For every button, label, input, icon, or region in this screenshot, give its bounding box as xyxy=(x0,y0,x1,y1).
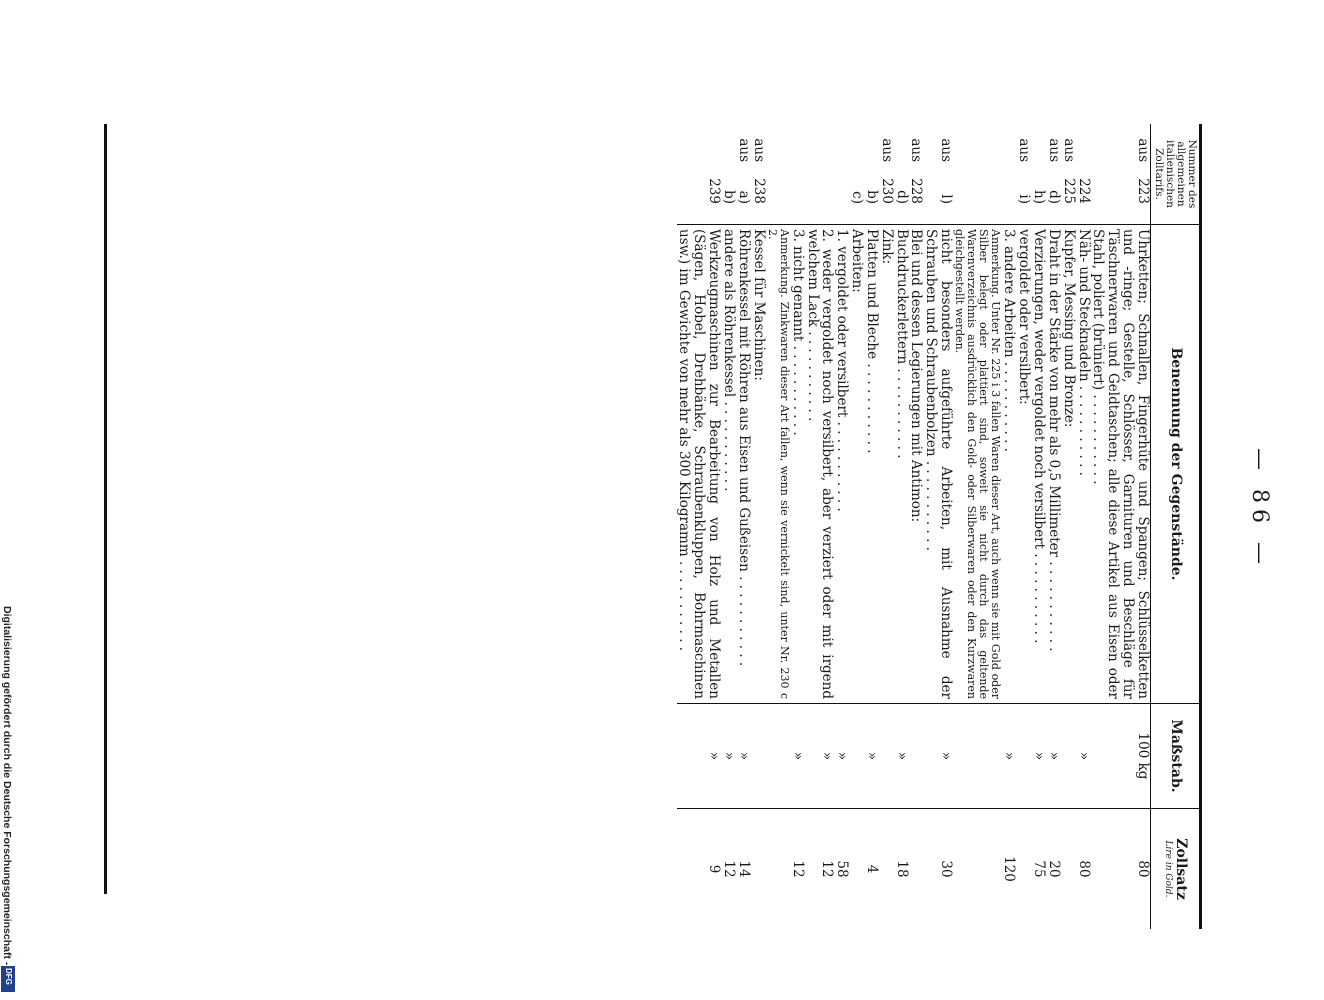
duty-cell: 12 xyxy=(789,860,806,878)
table-row xyxy=(1046,124,1061,929)
tariff-number-cell xyxy=(953,124,1001,225)
tariff-rows xyxy=(677,124,1151,929)
annotation-text: Anmerkung. Unter Nr. 225 i 3 fallen Waren dieser Art, auch wenn sie mit Gold oder Silber belegt oder plattiert sind, soweit sie nicht durch das geltende Warenverzeichnis ausdrücklich den Gold- oder Silberwaren oder den Kurzwaren gleichgestellt werden. xyxy=(953,225,1001,704)
table-row xyxy=(879,124,894,929)
table-row xyxy=(1091,124,1151,929)
unit-cell: » xyxy=(736,704,751,809)
header-duty-sub: Lire in Gold. xyxy=(1163,840,1174,898)
tariff-code: i) xyxy=(1016,194,1033,204)
tariff-code: h) xyxy=(1031,190,1048,204)
tariff-code: 238 xyxy=(750,178,767,204)
unit-cell: » xyxy=(1046,704,1061,809)
duty-cell: 20 xyxy=(1045,860,1062,878)
tariff-code: 228 xyxy=(908,178,925,204)
tariff-code: 239 xyxy=(706,178,723,204)
tariff-table xyxy=(677,124,1202,929)
item-description: Werkzeugmaschinen zur Bearbeitung von Holz und Metallen (Sägen, Hobel, Drehbänke, Schraubenkluppen, Bohrmaschinen usw.) im Gewichte von mehr als 300 Kilogramm . . . xyxy=(677,225,722,704)
duty-cell xyxy=(1016,809,1031,930)
tariff-prefix: aus xyxy=(735,138,752,162)
tariff-number-cell xyxy=(805,124,835,225)
item-description: Näh- und Stecknadeln . . . xyxy=(1076,225,1091,704)
header-description: Benennung der Gegenstände. xyxy=(1150,225,1200,704)
tariff-number-cell xyxy=(894,124,909,225)
table-row xyxy=(1002,124,1017,929)
tariff-prefix: aus xyxy=(1016,138,1033,162)
item-description: Uhrketten; Schnallen, Fingerhüte und Spangen; Schlüsselketten und -ringe; Gestelle, Schlösser, Garnituren und Beschläge für Täschnerwaren und Geldtaschen; alle diese Artikel aus Eisen oder Stahl, poliert (brüniert) . . . xyxy=(1091,225,1151,704)
digitization-notice-text: Digitalisierung gefördert durch die Deutsche Forschungsgemeinschaft - xyxy=(1,606,13,966)
tariff-prefix: aus xyxy=(1045,138,1062,162)
item-description: Kupfer, Messing und Bronze: xyxy=(1061,225,1076,704)
duty-cell xyxy=(766,809,790,930)
table-row xyxy=(1031,124,1046,929)
unit-cell: » xyxy=(1002,704,1017,809)
unit-cell: » xyxy=(894,704,909,809)
page-number: — 86 — xyxy=(1247,448,1272,570)
duty-cell xyxy=(879,809,894,930)
duty-cell: 30 xyxy=(938,860,955,878)
unit-cell: » xyxy=(1076,704,1091,809)
table-row xyxy=(1016,124,1031,929)
header-duty xyxy=(1150,809,1200,930)
rotated-tariff-page xyxy=(112,124,1272,900)
tariff-number-cell xyxy=(849,124,864,225)
tariff-code: 225 xyxy=(1060,178,1077,204)
unit-cell xyxy=(909,704,924,809)
tariff-code: 223 xyxy=(1134,178,1151,204)
dfg-logo xyxy=(1,966,15,992)
table-row xyxy=(677,124,722,929)
tariff-number-cell xyxy=(879,124,894,225)
tariff-number-cell xyxy=(790,124,805,225)
table-row xyxy=(721,124,736,929)
table-row xyxy=(834,124,849,929)
tariff-prefix: aus xyxy=(878,138,895,162)
tariff-prefix: aus xyxy=(1134,138,1151,162)
table-row xyxy=(909,124,924,929)
table-row xyxy=(805,124,835,929)
item-description: Verzierungen, weder vergoldet noch versilbert . . . xyxy=(1031,225,1046,704)
header-unit: Maßstab. xyxy=(1150,704,1200,809)
item-description: 3. nicht genannt . . . xyxy=(790,225,805,704)
duty-cell: 12 xyxy=(819,860,836,878)
duty-cell xyxy=(849,809,864,930)
tariff-prefix: aus xyxy=(1060,138,1077,162)
item-description: Draht in der Stärke von mehr als 0,5 Millimeter . . . xyxy=(1046,225,1061,704)
unit-cell: » xyxy=(805,704,835,809)
tariff-code: d) xyxy=(893,190,910,204)
duty-cell: 120 xyxy=(1001,856,1018,882)
item-description: 3. andere Arbeiten . . . xyxy=(1002,225,1017,704)
item-description: Buchdruckerlettern . . . xyxy=(894,225,909,704)
duty-cell: 14 xyxy=(735,860,752,878)
duty-cell xyxy=(1061,809,1076,930)
header-duty-label: Zollsatz xyxy=(1172,838,1189,900)
unit-cell xyxy=(879,704,894,809)
unit-cell: 100 kg xyxy=(1091,704,1151,809)
item-description: Arbeiten: xyxy=(849,225,864,704)
duty-cell: 80 xyxy=(1134,860,1151,878)
tariff-prefix: aus xyxy=(938,138,955,162)
tariff-number-cell xyxy=(1061,124,1076,225)
table-row xyxy=(953,124,1001,929)
tariff-code: l) xyxy=(938,194,955,204)
item-description: Röhrenkessel mit Röhren aus Eisen und Gußeisen . . . xyxy=(736,225,751,704)
tariff-number-cell xyxy=(1031,124,1046,225)
tariff-code: 230 xyxy=(878,178,895,204)
tariff-number-cell xyxy=(1046,124,1061,225)
item-description: andere als Röhrenkessel . . . xyxy=(721,225,736,704)
item-description: vergoldet oder versilbert: xyxy=(1016,225,1031,704)
unit-cell xyxy=(751,704,766,809)
table-header-row xyxy=(1150,124,1200,929)
digitization-notice xyxy=(0,606,16,986)
table-row xyxy=(790,124,805,929)
duty-cell xyxy=(751,809,766,930)
duty-cell: 58 xyxy=(834,860,851,878)
duty-cell: 18 xyxy=(893,860,910,878)
item-description: Zink: xyxy=(879,225,894,704)
tariff-number-cell xyxy=(923,124,953,225)
unit-cell xyxy=(1061,704,1076,809)
unit-cell: » xyxy=(677,704,722,809)
table-row xyxy=(751,124,766,929)
unit-cell xyxy=(953,704,1001,809)
unit-cell: » xyxy=(1031,704,1046,809)
tariff-number-cell xyxy=(1002,124,1017,225)
table-row xyxy=(849,124,864,929)
tariff-code: b) xyxy=(863,190,880,204)
unit-cell xyxy=(1016,704,1031,809)
item-description: nicht besonders aufgeführte Arbeiten, mit Ausnahme der Schrauben und Schraubenbolzen . . . xyxy=(923,225,953,704)
tariff-code: 224 xyxy=(1075,178,1092,204)
table-row xyxy=(1061,124,1076,929)
duty-cell xyxy=(909,809,924,930)
tariff-number-cell xyxy=(1091,124,1151,225)
unit-cell: » xyxy=(834,704,849,809)
table-row xyxy=(894,124,909,929)
tariff-code: d) xyxy=(1045,190,1062,204)
tariff-number-cell xyxy=(909,124,924,225)
tariff-number-cell xyxy=(1076,124,1091,225)
duty-cell: 80 xyxy=(1075,860,1092,878)
table-row xyxy=(766,124,790,929)
header-number: Nummer des allgemeinen italienischen Zolltarifs. xyxy=(1150,124,1200,225)
item-description: 1. vergoldet oder versilbert . . . xyxy=(834,225,849,704)
tariff-number-cell xyxy=(1016,124,1031,225)
duty-cell: 9 xyxy=(706,864,723,874)
tariff-number-cell xyxy=(751,124,766,225)
unit-cell xyxy=(849,704,864,809)
table-bottom-rule xyxy=(104,124,107,894)
tariff-code: b) xyxy=(720,190,737,204)
tariff-prefix: aus xyxy=(750,138,767,162)
duty-cell: 75 xyxy=(1031,860,1048,878)
unit-cell xyxy=(766,704,790,809)
duty-cell xyxy=(953,809,1001,930)
tariff-number-cell xyxy=(677,124,722,225)
item-description: Kessel für Maschinen: xyxy=(751,225,766,704)
tariff-number-cell xyxy=(766,124,790,225)
dfg-logo-text: DFG xyxy=(4,968,13,985)
table-row xyxy=(864,124,879,929)
unit-cell: » xyxy=(721,704,736,809)
tariff-code: c) xyxy=(849,191,866,204)
table-row xyxy=(1076,124,1091,929)
tariff-prefix: aus xyxy=(908,138,925,162)
unit-cell: » xyxy=(864,704,879,809)
unit-cell: » xyxy=(923,704,953,809)
unit-cell: » xyxy=(790,704,805,809)
item-description: Blei und dessen Legierungen mit Antimon: xyxy=(909,225,924,704)
tariff-number-cell xyxy=(721,124,736,225)
tariff-number-cell xyxy=(834,124,849,225)
annotation-text: Anmerkung. Zinkwaren dieser Art fallen, wenn sie vernickelt sind, unter Nr. 230 c 2. xyxy=(766,225,790,704)
table-row xyxy=(923,124,953,929)
table-row xyxy=(736,124,751,929)
duty-cell: 4 xyxy=(863,864,880,874)
tariff-code: a) xyxy=(735,190,752,204)
duty-cell: 12 xyxy=(720,860,737,878)
tariff-number-cell xyxy=(736,124,751,225)
tariff-number-cell xyxy=(864,124,879,225)
item-description: 2. weder vergoldet noch versilbert, aber verziert oder mit irgend welchem Lack . . . xyxy=(805,225,835,704)
item-description: Platten und Bleche . . . xyxy=(864,225,879,704)
